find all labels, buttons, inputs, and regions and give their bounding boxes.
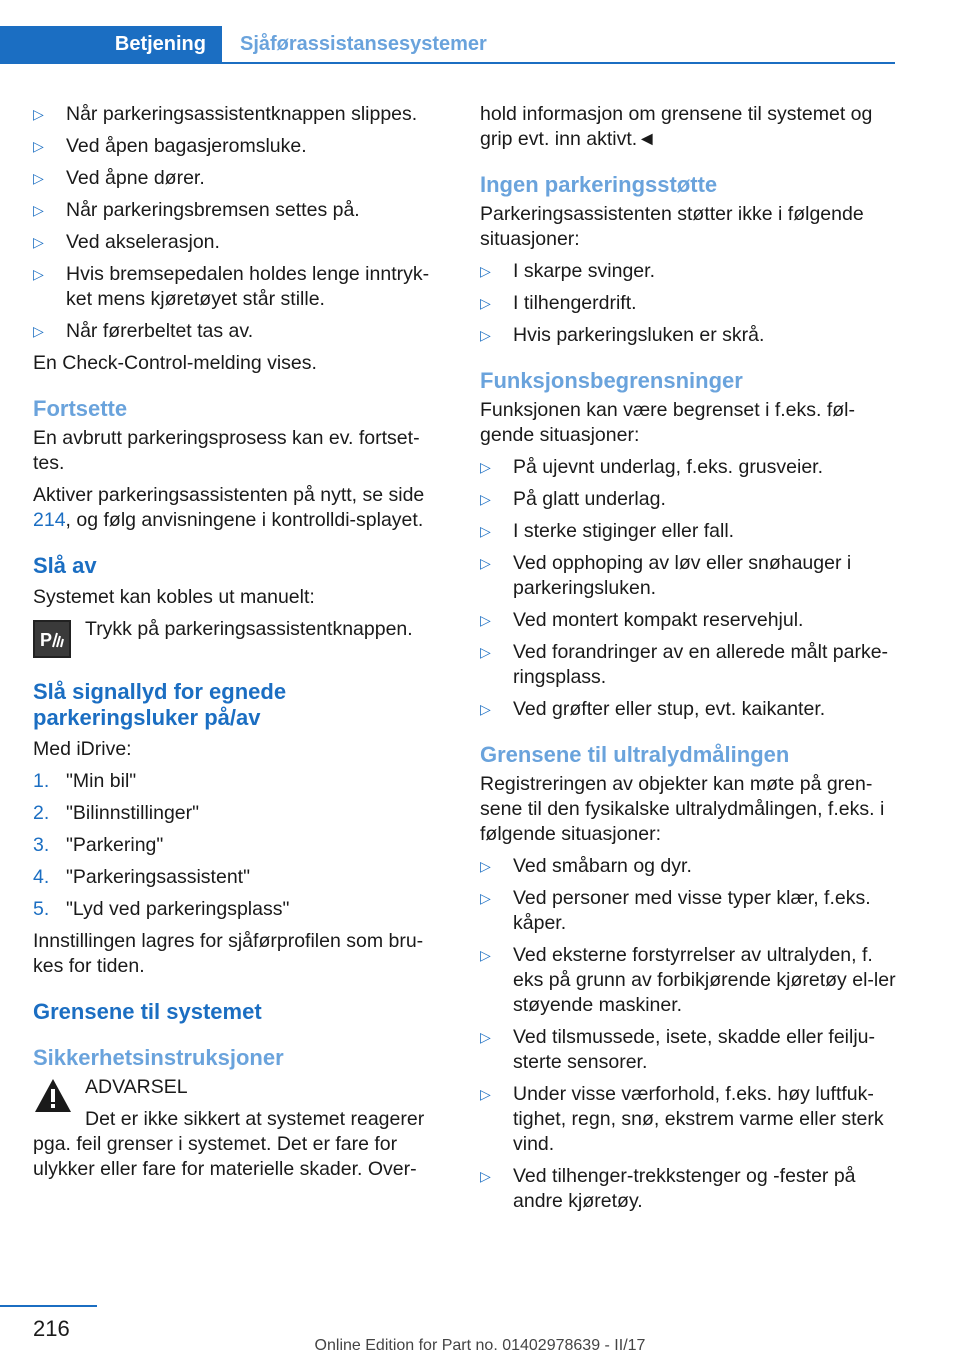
icon-instruction: P Trykk på parkeringsassistentknappen. bbox=[33, 617, 438, 659]
heading-grensene: Grensene til systemet bbox=[33, 999, 262, 1024]
bullet-triangle-icon: ▷ bbox=[480, 612, 491, 628]
list-item: ▷ Ved tilsmussede, isete, skadde eller feilju-sterte sensorer. bbox=[480, 1026, 876, 1073]
step-item: 2. "Bilinnstillinger" bbox=[33, 802, 200, 824]
list-item: ▷ Ved forandringer av en allerede målt parke-ringsplass. bbox=[480, 641, 889, 688]
list-item: ▷ Ved åpen bagasjeromsluke. bbox=[33, 135, 307, 157]
right-column bbox=[480, 102, 900, 1221]
bullet-triangle-icon: ▷ bbox=[480, 701, 491, 717]
heading-signallyd: Slå signallyd for egnede parkeringsluker på/av bbox=[33, 679, 287, 730]
page-number: 216 bbox=[33, 1316, 70, 1341]
bullet-triangle-icon: ▷ bbox=[480, 263, 491, 279]
footer-edition: Online Edition for Part no. 01402978639 - II/17 bbox=[314, 1337, 646, 1354]
bullet-triangle-icon: ▷ bbox=[33, 323, 44, 339]
bullet-triangle-icon: ▷ bbox=[33, 138, 44, 154]
list-item: ▷ Når førerbeltet tas av. bbox=[33, 320, 254, 342]
list-item: ▷ I tilhengerdrift. bbox=[480, 292, 637, 314]
bullet-triangle-icon: ▷ bbox=[480, 523, 491, 539]
step-item: 1. "Min bil" bbox=[33, 770, 137, 792]
paragraph: Systemet kan kobles ut manuelt: bbox=[33, 586, 315, 608]
list-item: ▷ Ved opphoping av løv eller snøhauger i parkeringsluken. bbox=[480, 552, 852, 599]
paragraph: hold informasjon om grensene til systemet og grip evt. inn aktivt.◄ bbox=[480, 103, 873, 150]
bullet-triangle-icon: ▷ bbox=[480, 555, 491, 571]
bullet-triangle-icon: ▷ bbox=[33, 202, 44, 218]
bullet-triangle-icon: ▷ bbox=[480, 1029, 491, 1045]
list-item: ▷ Ved montert kompakt reservehjul. bbox=[480, 609, 804, 631]
warning-block bbox=[33, 1075, 438, 1100]
heading-grensene-ultralyd: Grensene til ultralydmålingen bbox=[480, 742, 790, 767]
bullet-triangle-icon: ▷ bbox=[480, 858, 491, 874]
paragraph: Aktiver parkeringsassistenten på nytt, se side 214, og følg anvisningene i kontrolldi-splayet. bbox=[33, 484, 425, 531]
page-link[interactable]: 214 bbox=[33, 509, 66, 531]
bullet-triangle-icon: ▷ bbox=[33, 266, 44, 282]
list-item: ▷ I skarpe svinger. bbox=[480, 260, 655, 282]
paragraph: Innstillingen lagres for sjåførprofilen som bru-kes for tiden. bbox=[33, 930, 424, 977]
list-item: ▷ Ved akselerasjon. bbox=[33, 231, 220, 253]
bullet-triangle-icon: ▷ bbox=[480, 295, 491, 311]
tab-betjening[interactable]: Betjening bbox=[0, 26, 222, 62]
bullet-triangle-icon: ▷ bbox=[480, 459, 491, 475]
list-item: ▷ Ved eksterne forstyrrelser av ultralyden, f. eks på grunn av forbikjørende kjøretøy el-ler støyende maskiner. bbox=[480, 944, 896, 1016]
step-item: 4. "Parkeringsassistent" bbox=[33, 866, 251, 888]
bullet-triangle-icon: ▷ bbox=[480, 890, 491, 906]
list-item: ▷ Ved personer med visse typer klær, f.eks. kåper. bbox=[480, 887, 871, 934]
warning-text: Det er ikke sikkert at systemet reagerer pga. feil grenser i systemet. Det er fare for ulykker eller fare for materielle skader. Over- bbox=[33, 1108, 425, 1180]
paragraph: Med iDrive: bbox=[33, 738, 132, 760]
list-item: ▷ Under visse værforhold, f.eks. høy luftfuk-tighet, regn, snø, ekstrem varme eller sterk vind. bbox=[480, 1083, 884, 1155]
list-item: ▷ Ved småbarn og dyr. bbox=[480, 855, 692, 877]
list-item: ▷ På ujevnt underlag, f.eks. grusveier. bbox=[480, 456, 824, 478]
bullet-triangle-icon: ▷ bbox=[33, 106, 44, 122]
paragraph: En Check-Control-melding vises. bbox=[33, 352, 317, 374]
left-column bbox=[33, 102, 438, 1189]
parking-assist-button-icon bbox=[33, 620, 71, 658]
list-item: ▷ Når parkeringsbremsen settes på. bbox=[33, 199, 360, 221]
list-item: ▷ På glatt underlag. bbox=[480, 488, 666, 510]
warning-triangle-icon bbox=[33, 1077, 73, 1115]
list-item: ▷ Hvis bremsepedalen holdes lenge inntryk-ket mens kjøretøyet står stille. bbox=[33, 263, 430, 310]
heading-ingen-parkeringsstotte: Ingen parkeringsstøtte bbox=[480, 172, 718, 197]
heading-fortsette: Fortsette bbox=[33, 396, 128, 421]
list-item: ▷ Hvis parkeringsluken er skrå. bbox=[480, 324, 765, 346]
bullet-triangle-icon: ▷ bbox=[480, 491, 491, 507]
paragraph: Registreringen av objekter kan møte på gren-sene til den fysikalske ultralydmålingen, f.eks. i følgende situasjoner: bbox=[480, 773, 885, 845]
header-bar bbox=[0, 26, 895, 64]
heading-funksjonsbegrensninger: Funksjonsbegrensninger bbox=[480, 368, 743, 393]
list-item: ▷ Ved tilhenger-trekkstenger og -fester på andre kjøretøy. bbox=[480, 1165, 856, 1212]
bullet-triangle-icon: ▷ bbox=[480, 1168, 491, 1184]
paragraph: Parkeringsassistenten støtter ikke i følgende situasjoner: bbox=[480, 203, 864, 250]
paragraph: Funksjonen kan være begrenset i f.eks. føl-gende situasjoner: bbox=[480, 399, 856, 446]
bullet-triangle-icon: ▷ bbox=[480, 644, 491, 660]
bullet-triangle-icon: ▷ bbox=[33, 234, 44, 250]
step-item: 5. "Lyd ved parkeringsplass" bbox=[33, 898, 290, 920]
heading-sla-av: Slå av bbox=[33, 553, 97, 578]
heading-sikkerhet: Sikkerhetsinstruksjoner bbox=[33, 1045, 284, 1070]
bullet-triangle-icon: ▷ bbox=[480, 1086, 491, 1102]
list-item: ▷ I sterke stiginger eller fall. bbox=[480, 520, 735, 542]
step-item: 3. "Parkering" bbox=[33, 834, 164, 856]
warning-title: ADVARSEL bbox=[85, 1076, 188, 1098]
page-number-rule bbox=[0, 1305, 97, 1307]
tab-sjaforassistansesystemer[interactable]: Sjåførassistansesystemer bbox=[240, 32, 487, 55]
list-item: ▷ Ved åpne dører. bbox=[33, 167, 205, 189]
bullet-triangle-icon: ▷ bbox=[480, 327, 491, 343]
bullet-triangle-icon: ▷ bbox=[480, 947, 491, 963]
list-item: ▷ Når parkeringsassistentknappen slippes. bbox=[33, 103, 418, 125]
bullet-triangle-icon: ▷ bbox=[33, 170, 44, 186]
paragraph: En avbrutt parkeringsprosess kan ev. fortset-tes. bbox=[33, 427, 420, 474]
svg-text:P: P bbox=[40, 630, 53, 650]
list-item: ▷ Ved grøfter eller stup, evt. kaikanter. bbox=[480, 698, 826, 720]
